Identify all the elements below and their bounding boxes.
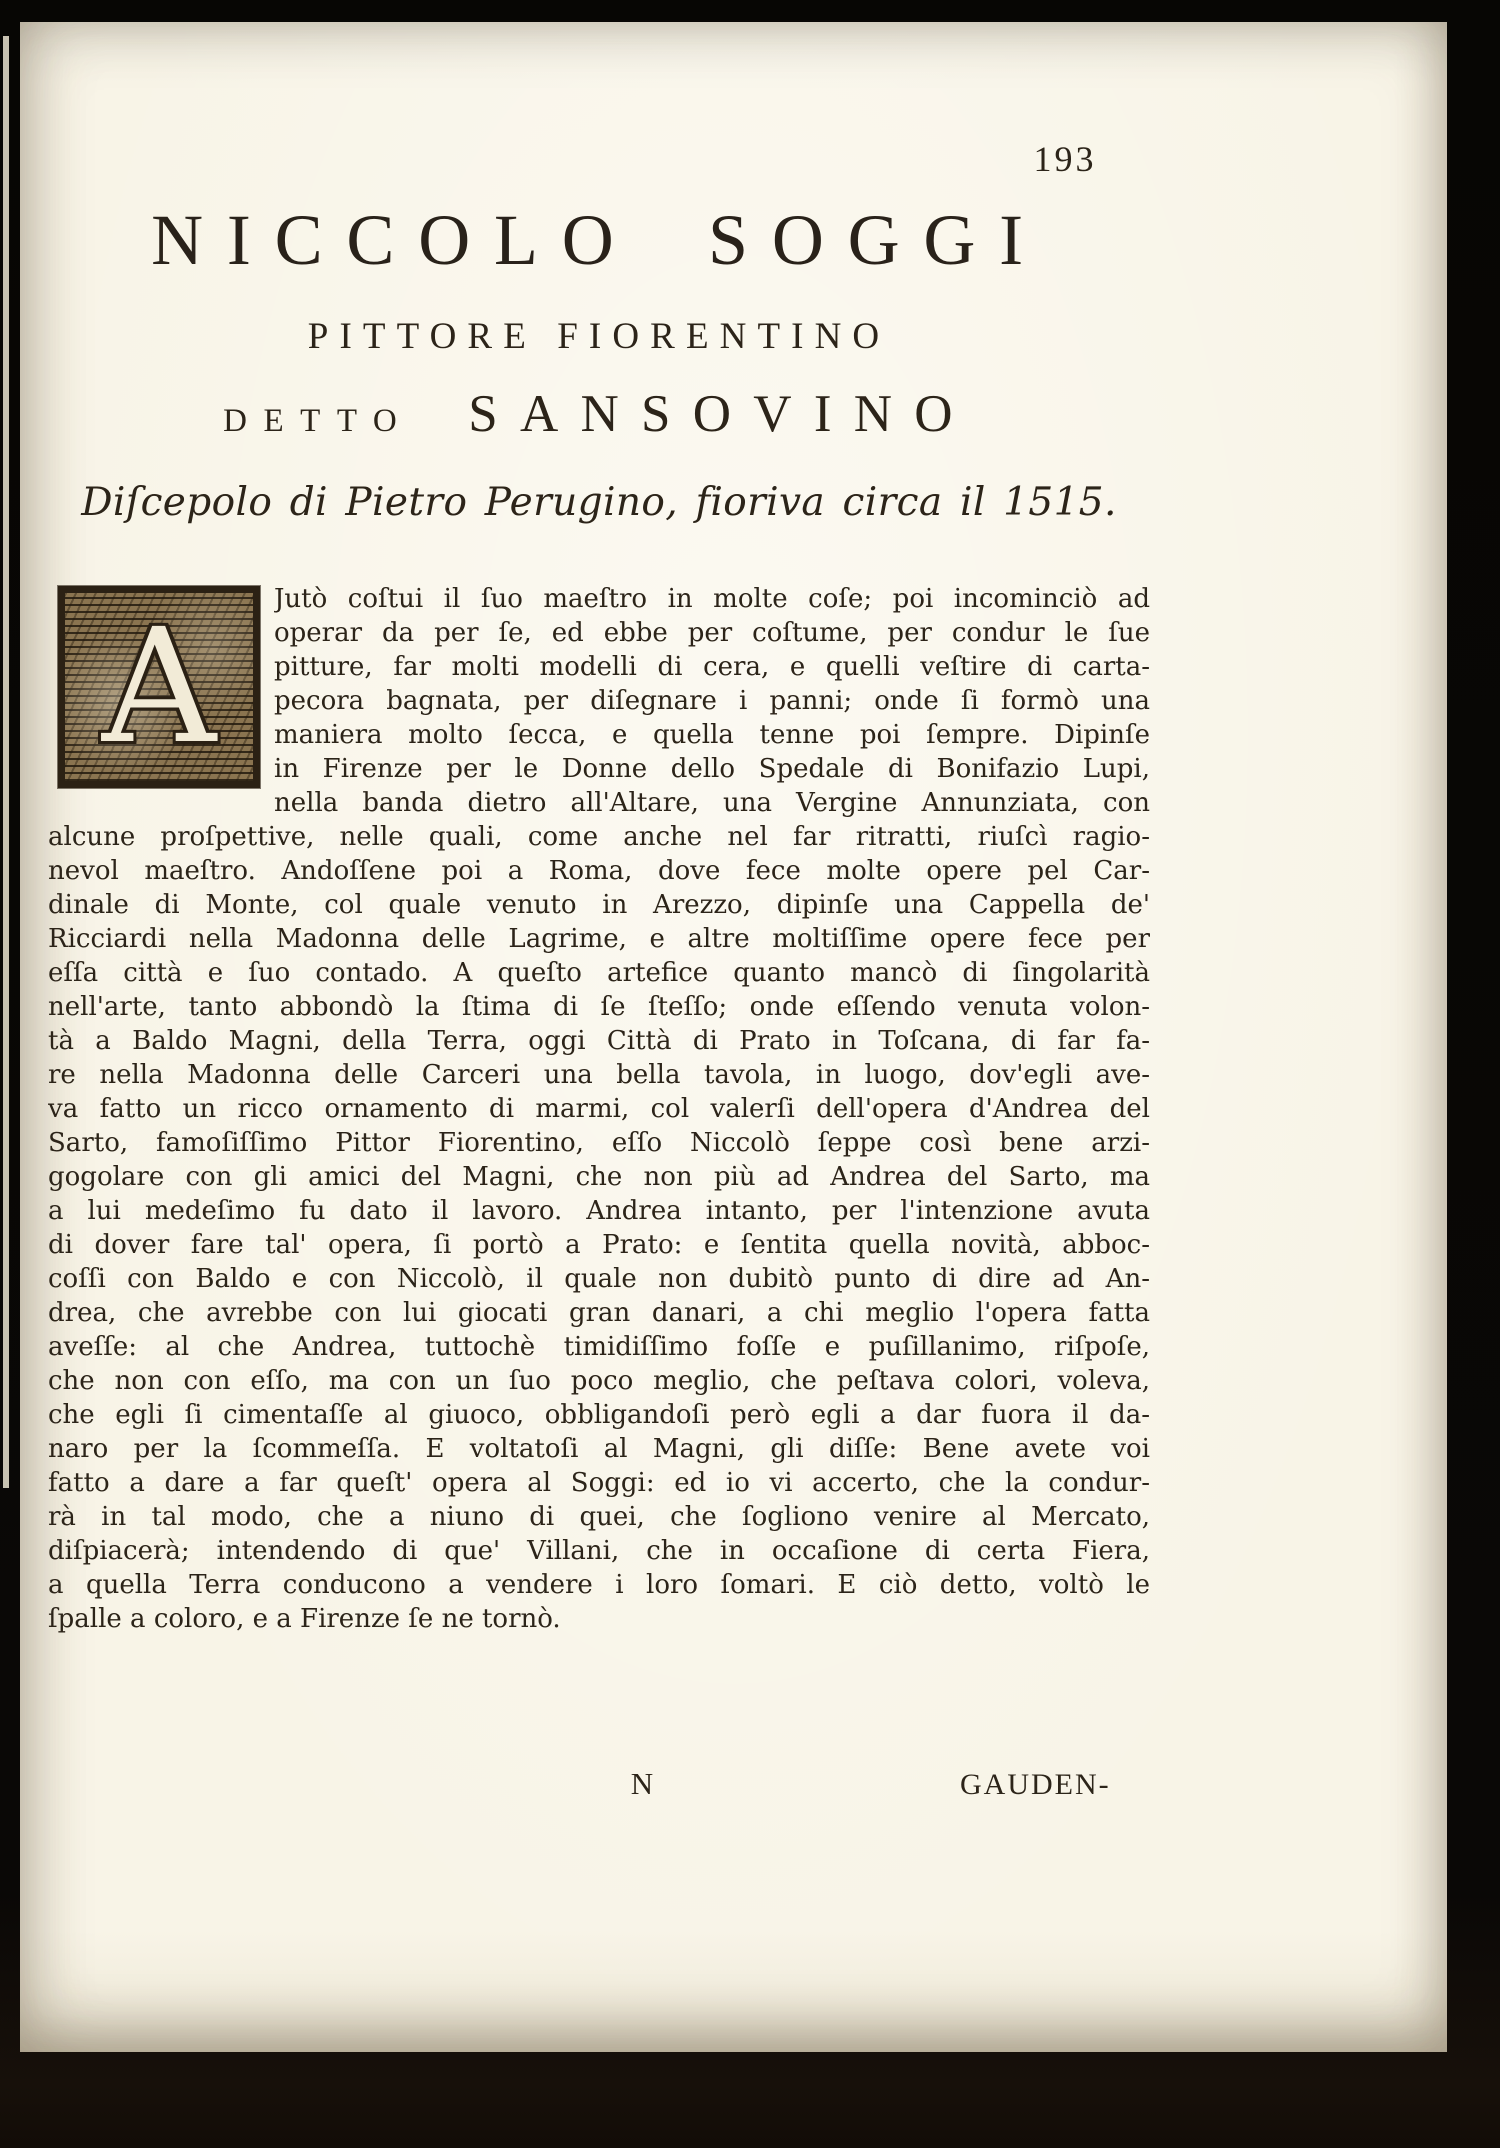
body-text-line: diſpiacerà; intendendo di que' Villani, che in occaſione di certa Fiera, [48,1536,1150,1566]
body-text-line: alcune proſpettive, nelle quali, come anche nel far ritratti, riuſcì ragio- [48,822,1150,852]
body-text-line: a lui medeſimo fu dato il lavoro. Andrea intanto, per l'intenzione avuta [48,1196,1150,1226]
body-text [48,582,1150,1636]
body-text-line: che non con eſſo, ma con un ſuo poco meglio, che peſtava colori, voleva, [48,1366,1150,1396]
body-text-line: nevol maeſtro. Andoſſene poi a Roma, dove fece molte opere pel Car- [48,856,1150,886]
body-text-line: coſſi con Baldo e con Niccolò, il quale non dubitò punto di dire ad An- [48,1264,1150,1294]
body-text-line: Sarto, famoſiſſimo Pittor Fiorentino, eſſo Niccolò ſeppe così bene arzi- [48,1128,1150,1158]
paragraph-lines-full-width [48,820,1150,1636]
body-text-line: operar da per ſe, ed ebbe per coſtume, per condur le ſue [274,618,1150,648]
body-text-line: rà in tal modo, che a niuno di quei, che ſogliono venire al Mercato, [48,1502,1150,1532]
epithet-name: SANSOVINO [468,385,975,443]
body-text-line: dinale di Monte, col quale venuto in Arezzo, dipinſe una Cappella de' [48,890,1150,920]
body-text-line: pecora bagnata, per diſegnare i panni; onde ſi formò una [274,686,1150,716]
adjacent-page-edge [3,36,9,1488]
body-text-line: aveſſe: al che Andrea, tuttochè timidiſſimo foſſe e puſillanimo, riſpoſe, [48,1332,1150,1362]
body-text-line: che egli ſi cimentaſſe al giuoco, obbligandoſi però egli a dar fuora il da- [48,1400,1150,1430]
page-number: 193 [1033,139,1097,179]
epithet-line [48,384,1150,444]
body-text-line: Ricciardi nella Madonna delle Lagrime, e altre moltiſſime opere fece per [48,924,1150,954]
drop-cap-woodcut [58,586,260,788]
drop-cap-letter: A [101,595,217,779]
body-text-line: eſſa città e ſuo contado. A queſto artefice quanto mancò di ſingolarità [48,958,1150,988]
byline: Diſcepolo di Pietro Perugino, fioriva circa il 1515. [81,480,1117,525]
epithet-label: DETTO [223,403,414,439]
body-text-line: nell'arte, tanto abbondò la ſtima di ſe ſteſſo; onde eſſendo venuta volon- [48,992,1150,1022]
body-text-line: in Firenze per le Donne dello Spedale di Bonifazio Lupi, [274,754,1150,784]
book-page [20,22,1447,2052]
body-text-line: fatto a dare a far queſt' opera al Soggi: ed io vi accerto, che la condur- [48,1468,1150,1498]
body-text-line: tà a Baldo Magni, della Terra, oggi Città di Prato in Toſcana, di far fa- [48,1026,1150,1056]
body-text-line: ſpalle a coloro, e a Firenze ſe ne tornò. [48,1604,561,1634]
body-text-line: maniera molto ſecca, e quella tenne poi ſempre. Dipinſe [274,720,1150,750]
page-title: NICCOLO SOGGI [151,200,1047,280]
signature-mark: N [630,1766,654,1801]
body-text-line: Jutò coſtui il ſuo maeſtro in molte coſe; poi incominciò ad [274,584,1150,614]
body-text-line: drea, che avrebbe con lui giocati gran danari, a chi meglio l'opera fatta [48,1298,1150,1328]
body-text-line: di dover fare tal' opera, ſi portò a Prato: e ſentita quella novità, abboc- [48,1230,1150,1260]
body-text-line: va fatto un ricco ornamento di marmi, col valerſi dell'opera d'Andrea del [48,1094,1150,1124]
page-subtitle: PITTORE FIORENTINO [307,316,891,357]
body-text-line: pitture, far molti modelli di cera, e quelli veſtire di carta- [274,652,1150,682]
body-text-line: a quella Terra conducono a vendere i loro ſomari. E ciò detto, voltò le [48,1570,1150,1600]
body-text-line: naro per la ſcommeſſa. E voltatoſi al Magni, gli diſſe: Bene avete voi [48,1434,1150,1464]
body-text-line: nella banda dietro all'Altare, una Vergine Annunziata, con [274,788,1150,818]
page-footer [48,1766,1150,1808]
body-text-line: gogolare con gli amici del Magni, che non più ad Andrea del Sarto, ma [48,1162,1150,1192]
catchword: GAUDEN- [960,1768,1111,1801]
body-text-line: re nella Madonna delle Carceri una bella tavola, in luogo, dov'egli ave- [48,1060,1150,1090]
